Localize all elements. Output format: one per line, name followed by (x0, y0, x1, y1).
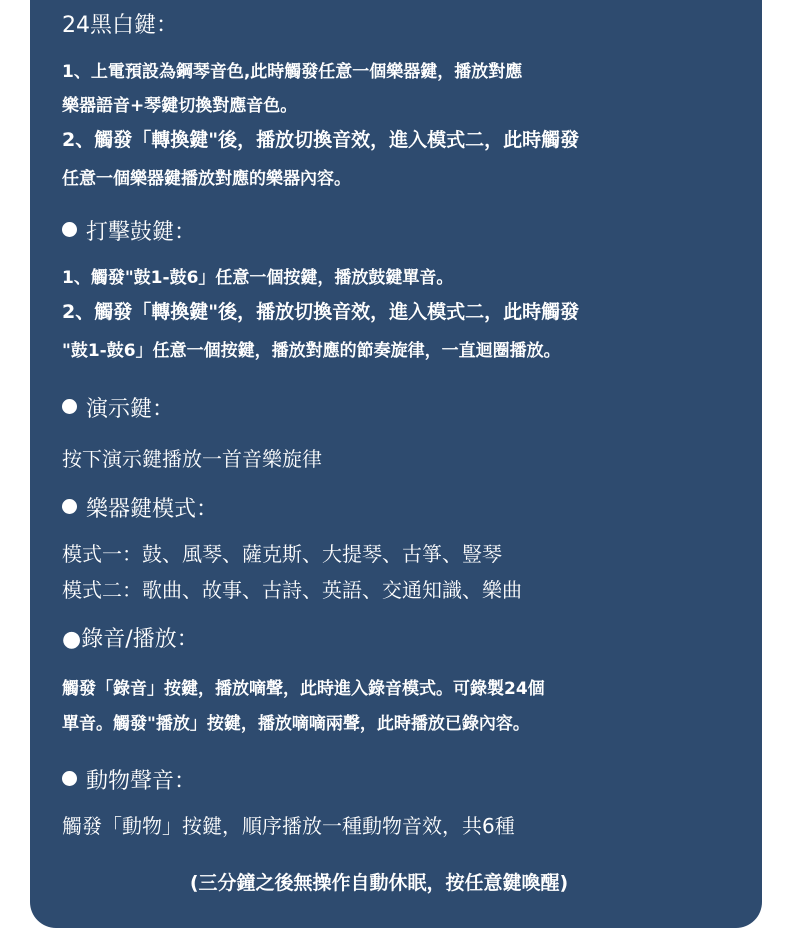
drum-title: 打擊鼓鍵： (86, 220, 197, 245)
drum-line-1: 1、觸發"鼓1-鼓6」任意一個按鍵，播放鼓鍵單音。 (62, 268, 454, 288)
bullet-icon (62, 499, 77, 514)
keys24-title: 24黑白鍵： (62, 13, 178, 38)
demo-line-1: 按下演示鍵播放一首音樂旋律 (62, 447, 322, 471)
drum-line-3: "鼓1-鼓6」任意一個按鍵，播放對應的節奏旋律，一直迴圈播放。 (62, 341, 561, 361)
demo-title: 演示鍵： (86, 397, 175, 422)
keys24-line-4: 任意一個樂器鍵播放對應的樂器內容。 (62, 169, 351, 189)
bullet-icon (62, 222, 77, 237)
keys24-line-2: 樂器語音+琴鍵切換對應音色。 (62, 96, 298, 116)
instrument-mode-title: 樂器鍵模式： (86, 497, 219, 522)
sleep-note: (三分鐘之後無操作自動休眠，按任意鍵喚醒) (189, 872, 569, 894)
instrument-mode-line-2: 模式二：歌曲、故事、古詩、英語、交通知識、樂曲 (62, 578, 522, 602)
keys24-line-3: 2、觸發「轉換鍵"後，播放切換音效，進入模式二，此時觸發 (62, 129, 580, 151)
record-title: ●錄音/播放： (62, 627, 199, 652)
instrument-mode-line-1: 模式一：鼓、風琴、薩克斯、大提琴、古箏、豎琴 (62, 542, 502, 566)
record-line-2: 單音。觸發"播放」按鍵，播放嘀嘀兩聲，此時播放已錄內容。 (62, 714, 530, 734)
bullet-icon (62, 399, 77, 414)
animal-line-1: 觸發「動物」按鍵，順序播放一種動物音效，共6種 (62, 814, 515, 838)
instruction-panel (30, 0, 762, 928)
animal-title: 動物聲音： (86, 769, 197, 794)
keys24-line-1: 1、上電預設為鋼琴音色,此時觸發任意一個樂器鍵，播放對應 (62, 62, 523, 82)
record-line-1: 觸發「錄音」按鍵，播放嘀聲，此時進入錄音模式。可錄製24個 (62, 679, 545, 699)
bullet-icon (62, 771, 77, 786)
drum-line-2: 2、觸發「轉換鍵"後，播放切換音效，進入模式二，此時觸發 (62, 301, 580, 323)
